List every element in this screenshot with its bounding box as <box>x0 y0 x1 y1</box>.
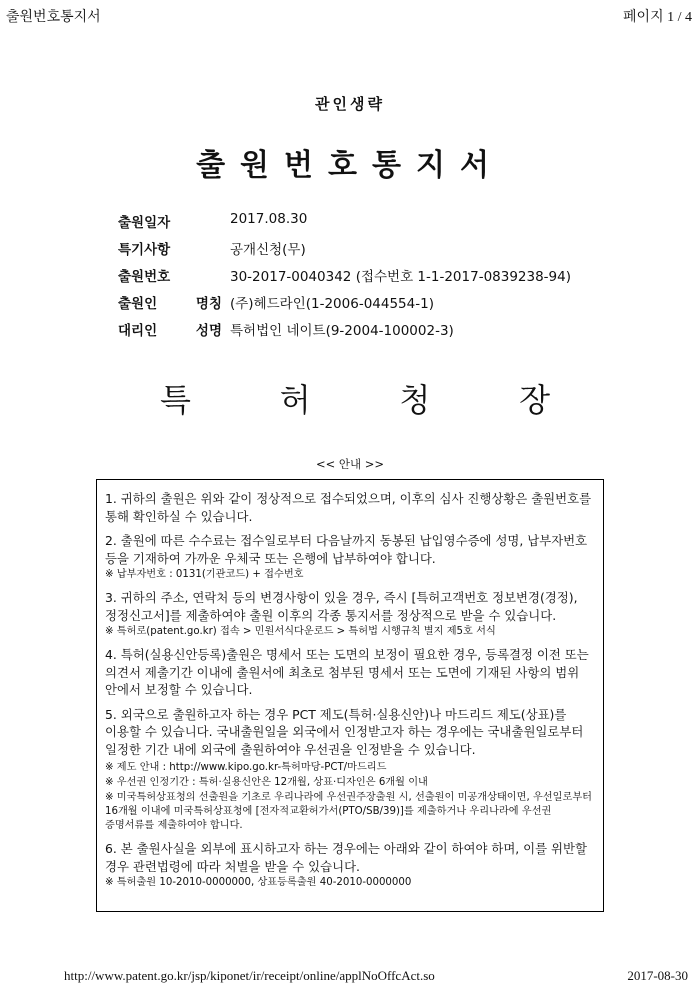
guide-item-3-text: 3. 귀하의 주소, 연락처 등의 변경사항이 있을 경우, 즉시 [특허고객번호 정보변경(경정), 정정신고서]를 제출하여야 출원 이후의 각종 통지서를 정상적으로 받을 수 있습니다. <box>105 590 578 623</box>
guide-item-3-note: ※ 특허로(patent.go.kr) 접속 > 민원서식다운로드 > 특허법 시행규칙 별지 제5호 서식 <box>105 626 496 637</box>
info-row-application-number <box>118 265 571 292</box>
info-row-filing-date <box>118 211 571 238</box>
special-notes-value: 공개신청(무) <box>230 242 306 258</box>
guide-item-1: 1. 귀하의 출원은 위와 같이 정상적으로 접수되었으며, 이후의 심사 진행상황은 출원번호를 통해 확인하실 수 있습니다. <box>105 491 592 524</box>
footer-date: 2017-08-30 <box>627 968 688 983</box>
office-char: 청 <box>399 381 431 419</box>
guide-item-6-text: 6. 본 출원사실을 외부에 표시하고자 하는 경우에는 아래와 같이 하여야 하며, 이를 위반할 경우 관련법령에 따라 처벌을 받을 수 있습니다. <box>105 841 587 874</box>
info-row-agent <box>118 319 571 346</box>
filing-date-value: 2017.08.30 <box>230 211 308 227</box>
guide-item-5-text: 5. 외국으로 출원하고자 하는 경우 PCT 제도(특허·실용신안)나 마드리드 제도(상표)를 이용할 수 있습니다. 국내출원일을 외국에서 인정받고자 하는 경우에는 국내출원일로부터 일정한 기간 내에 외국에 출원하여야 우선권을 인정받을 수 있습니다. <box>105 706 584 757</box>
guide-item-6-note: ※ 특허출원 10-2010-0000000, 상표등록출원 40-2010-0000000 <box>105 877 412 888</box>
guide-item-2 <box>105 532 595 582</box>
applicant-value: (주)헤드라인(1-2006-044554-1) <box>230 296 434 312</box>
guide-item-5-note-2: ※ 우선권 인정기간 : 특허·실용신안은 12개월, 상표·디자인은 6개월 이내 <box>105 777 428 788</box>
guide-item-5 <box>105 706 595 834</box>
special-notes-label: 특기사항 <box>118 242 171 258</box>
application-info-table <box>118 211 571 346</box>
guide-item-6 <box>105 840 595 890</box>
guide-item-5-note-3: ※ 미국특허상표청의 선출원을 기초로 우리나라에 우선권주장출원 시, 선출원이 미공개상태이면, 우선일로부터 16개월 이내에 미국특허상표청에 [전자적교환허가서(PTO/SB/39)]를 제출하거나 우리나라에 우선권 증명서류를 제출하여야 합니다. <box>105 792 593 831</box>
info-row-applicant <box>118 292 571 319</box>
info-row-special-notes <box>118 238 571 265</box>
application-number-value: 30-2017-0040342 (접수번호 1-1-2017-0839238-94) <box>230 269 572 285</box>
application-number-label: 출원번호 <box>118 269 171 285</box>
office-char: 특 <box>160 381 191 419</box>
guide-item-3 <box>105 589 595 639</box>
page-indicator: 페이지 1 / 4 <box>623 10 692 25</box>
guide-item-4: 4. 특허(실용신안등록)출원은 명세서 또는 도면의 보정이 필요한 경우, 등록결정 이전 또는 의견서 제출기간 이내에 출원서에 최초로 첨부된 명세서 또는 도면에 기재된 사항의 범위 안에서 보정할 수 있습니다. <box>105 647 589 697</box>
agent-label: 대리인 성명 <box>118 323 222 339</box>
applicant-label: 출원인 명칭 <box>118 296 222 312</box>
document-title: 출원번호통지서 <box>196 148 504 183</box>
office-char: 허 <box>279 381 311 419</box>
header-doc-title: 출원번호통지서 <box>6 10 101 25</box>
guide-notice-box <box>96 479 604 912</box>
filing-date-label: 출원일자 <box>118 215 171 231</box>
office-char: 장 <box>519 381 550 419</box>
patent-office-commissioner <box>160 375 550 421</box>
agent-value: 특허법인 네이트(9-2004-100002-3) <box>230 323 454 339</box>
guide-heading: << 안내 >> <box>315 457 385 471</box>
seal-omitted-label: 관인생략 <box>315 95 385 113</box>
guide-item-2-note: ※ 납부자번호 : 0131(기관코드) + 접수번호 <box>105 569 304 580</box>
footer-url: http://www.patent.go.kr/jsp/kiponet/ir/receipt/online/applNoOffcAct.so <box>64 968 435 983</box>
guide-item-5-note-1: ※ 제도 안내 : http://www.kipo.go.kr-특허마당-PCT/마드리드 <box>105 762 387 773</box>
guide-item-2-text: 2. 출원에 따른 수수료는 접수일로부터 다음날까지 동봉된 납입영수증에 성명, 납부자번호 등을 기재하여 가까운 우체국 또는 은행에 납부하여야 합니다. <box>105 533 588 566</box>
